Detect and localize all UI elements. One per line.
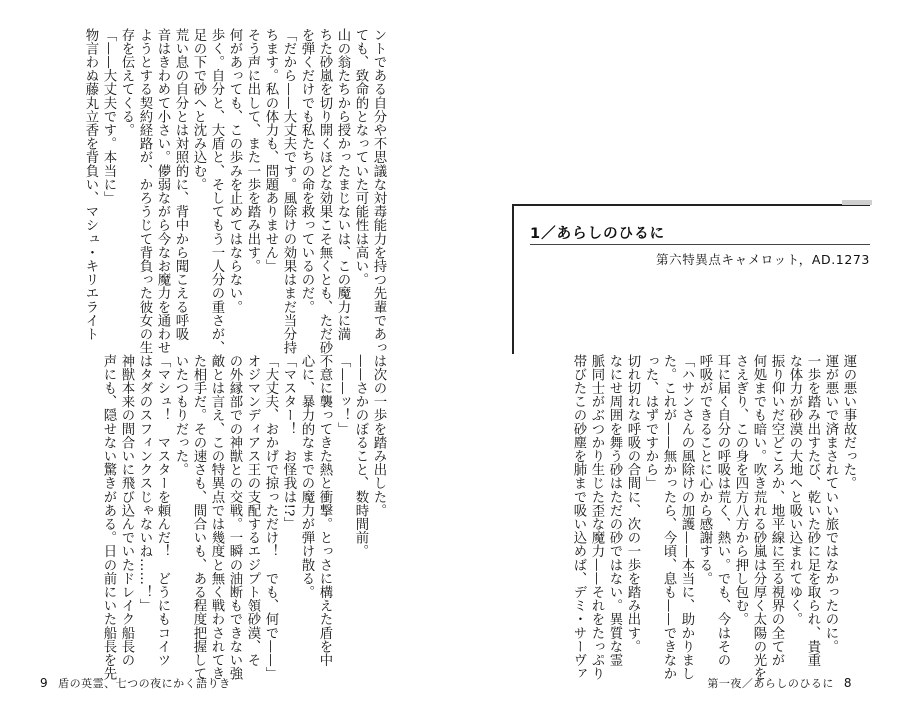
text-column: 歩く。自分と、大盾と、そしてもう一人分の重さが、	[209, 28, 224, 355]
page-number: 9	[40, 676, 49, 690]
text-column: さえぎり、この身を四方八方から押し包む。	[733, 354, 748, 626]
text-column: 一歩を踏み出すたび、乾いた砂に足を取られ、貴重	[805, 354, 820, 667]
text-column: いたつもりだった。	[173, 354, 188, 477]
divider	[530, 244, 870, 245]
text-column: 「だから——大丈夫です。風除けの効果はまだ当分持	[281, 28, 296, 355]
text-column: ちた砂嵐を切り開くほどな効果こそ無くとも、ただ砂	[317, 28, 332, 355]
text-column: ようとする契約経路が、かろうじて背負った彼女の生	[137, 28, 152, 355]
text-column: 荒い息の自分とは対照的に、背中から聞こえる呼吸	[173, 28, 188, 341]
text-column: オジマンディアス王の支配するエジプト領砂漠、そ	[245, 354, 260, 667]
book-title: 盾の英霊、七つの夜にかく語りき	[58, 677, 231, 690]
text-column: 脈同士がぶつかり生じた歪な魔力——それをたっぷり	[589, 354, 604, 681]
text-column: 「ハサンさんの風除けの加護——本当に、助かりまし	[679, 354, 694, 681]
text-column: 運が悪いで済まされていい旅ではなかったのに。	[823, 354, 838, 654]
page-number: 8	[843, 676, 852, 690]
text-column: 切れ切れな呼吸の合間に、次の一歩を踏み出す。	[625, 354, 640, 654]
text-column: 運の悪い事故だった。	[841, 354, 856, 490]
divider	[512, 204, 514, 354]
text-column: 敵とは言え、この特異点では幾度と無く戦わされてき	[209, 354, 224, 681]
text-column: 物言わぬ藤丸立香を背負い、マシュ・キリエライト	[83, 28, 98, 341]
text-column: ちます。私の体力も、問題ありません」	[263, 28, 278, 273]
page-footer	[34, 675, 231, 691]
text-column: な体力が砂漠の大地へと吸い込まれてゆく。	[787, 354, 802, 626]
chapter-running-title: 第一夜／あらしのひるに	[707, 677, 834, 690]
chapter-heading	[512, 200, 872, 272]
text-column: 「大丈夫、おかげで掠っただけ！ でも、何で——」	[263, 354, 278, 681]
text-column: た相手だ。その速さも、間合いも、ある程度把握して	[191, 354, 206, 681]
text-column: 声にも、隠せない驚きがある。日の前にいた船長を先	[101, 354, 116, 681]
text-column: 呼吸ができることに心から感謝する。	[697, 354, 712, 586]
text-column: そう声に出して、また一歩を踏み出す。	[245, 28, 260, 273]
text-column: 「マスター！ お怪我は!?」	[281, 354, 296, 531]
right-page	[450, 0, 900, 719]
text-column: 帯びたこの砂塵を肺まで吸い込めば、デミ・サーヴァ	[571, 354, 586, 681]
text-column: 足の下で砂へと沈み込む。	[191, 28, 206, 192]
text-column: 何処までも暗い。吹き荒れる砂嵐は分厚く太陽の光を	[751, 354, 766, 681]
text-column: 「マシュ！ マスターを頼んだ！ どうにもコイツ	[155, 354, 170, 667]
text-column: を弾くだけでも私たちの命を救っているのだ。	[299, 28, 314, 314]
text-column: は次の一歩を踏み出した。	[371, 354, 386, 518]
chapter-subtitle: 第六特異点キャメロット，AD.1273	[656, 252, 870, 267]
text-column: 耳に届く自分の呼吸は荒く、熱い。でも、今はその	[715, 354, 730, 667]
text-column: 「——ッ！」	[335, 354, 350, 436]
text-column: 神獣本来の間合いに飛び込んでいたドレイク船長の	[119, 354, 134, 667]
page-footer	[707, 675, 858, 691]
text-column: の外縁部での神獣との交戦。一瞬の油断もできない強	[227, 354, 242, 681]
text-column: 「——大丈夫です。本当に」	[101, 28, 116, 205]
text-column: 不意に襲ってきた熱と衝撃。とっさに構えた盾を中	[317, 354, 332, 667]
text-column: 振り仰いだ空どころか、地平線に至る視界の全てが	[769, 354, 784, 667]
text-column: ントである自分や不思議な対毒能力を持つ先輩であっ	[371, 28, 386, 355]
text-column: た。これが——無かったら、今頃、息も——できなか	[661, 354, 676, 681]
text-column: った、はずですから」	[643, 354, 658, 490]
text-column: 山の翁たちから授かったまじないは、この魔力に満	[335, 28, 350, 341]
text-column: なにせ周囲を舞う砂はただの砂ではない。異質な霊	[607, 354, 622, 667]
text-column: ても、致命的となっていた可能性は高い。	[353, 28, 368, 287]
text-column: 何があっても、この歩みを止めてはならない。	[227, 28, 242, 314]
text-column: はタダのスフィンクスじゃないね……！」	[137, 354, 152, 613]
text-column: 音はきわめて小さい。儚弱ながら今なお魔力を通わせ	[155, 28, 170, 355]
divider	[512, 204, 870, 206]
decorative-tab	[842, 200, 872, 205]
chapter-title: 1／あらしのひるに	[530, 226, 666, 242]
text-column: 心に、暴力的なまでの魔力が弾け散る。	[299, 354, 314, 599]
text-column: 存を伝えてくる。	[119, 28, 134, 137]
text-column: ——さかのぼること、数時間前。	[353, 354, 368, 558]
